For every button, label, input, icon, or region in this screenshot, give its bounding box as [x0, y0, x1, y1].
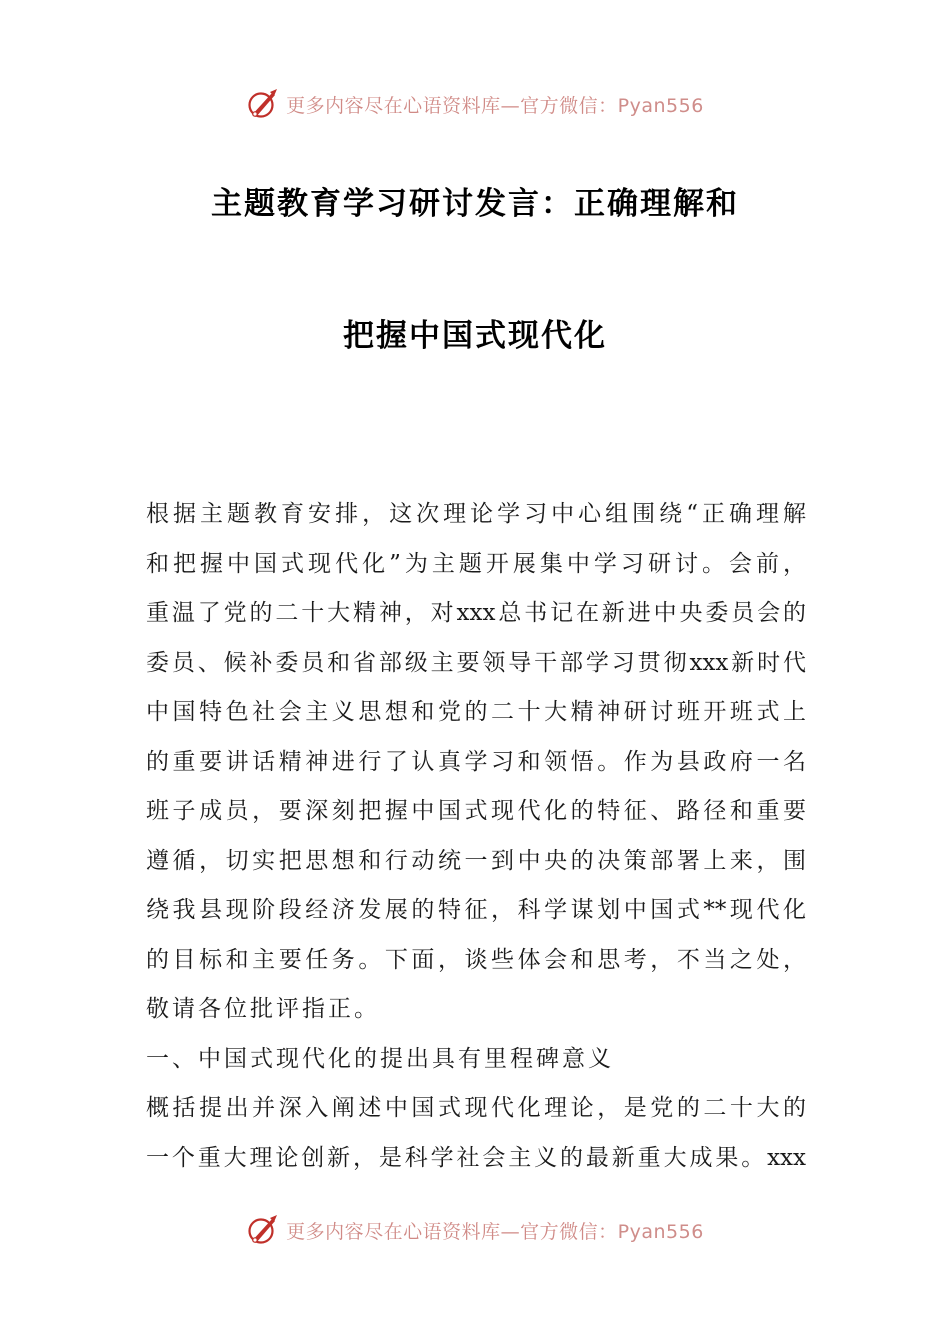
document-title-line-2: 把握中国式现代化 [343, 318, 607, 354]
body-line-9: 绕我县现阶段经济发展的特征，科学谋划中国式**现代化 [146, 897, 806, 923]
header-banner [0, 84, 950, 124]
body-line-7: 班子成员，要深刻把握中国式现代化的特征、路径和重要 [146, 798, 806, 824]
document-title-line-1: 主题教育学习研讨发言：正确理解和 [211, 186, 739, 222]
body-line-10: 的目标和主要任务。下面，谈些体会和思考，不当之处， [146, 946, 806, 973]
header-wechat-id: Pyan556 [617, 94, 704, 117]
footer-wechat-id: Pyan556 [617, 1220, 704, 1243]
section-heading-1: 一、中国式现代化的提出具有里程碑意义 [146, 1045, 614, 1072]
quill-ink-logo-icon [246, 1213, 280, 1247]
quill-ink-logo-icon [246, 87, 280, 121]
footer-banner-text: 更多内容尽在心语资料库—官方微信：Pyan556 [286, 1220, 704, 1243]
body-line-4: 委员、候补委员和省部级主要领导干部学习贯彻xxx新时代 [146, 649, 806, 676]
body-line-8: 遵循，切实把思想和行动统一到中央的决策部署上来，围 [146, 847, 806, 874]
body-line-6: 的重要讲话精神进行了认真学习和领悟。作为县政府一名 [146, 748, 806, 775]
body-line-3: 重温了党的二十大精神，对xxx总书记在新进中央委员会的 [146, 600, 806, 626]
body-line-1: 根据主题教育安排，这次理论学习中心组围绕“正确理解 [146, 501, 806, 527]
body-line-14: 一个重大理论创新，是科学社会主义的最新重大成果。xxx [146, 1144, 806, 1171]
body-line-13: 概括提出并深入阐述中国式现代化理论，是党的二十大的 [146, 1095, 806, 1121]
header-banner-text: 更多内容尽在心语资料库—官方微信：Pyan556 [286, 94, 704, 117]
body-line-11: 敬请各位批评指正。 [146, 996, 380, 1022]
footer-banner [0, 1210, 950, 1250]
body-line-2: 和把握中国式现代化”为主题开展集中学习研讨。会前， [146, 550, 806, 577]
body-line-5: 中国特色社会主义思想和党的二十大精神研讨班开班式上 [146, 699, 806, 725]
document-body [146, 490, 806, 1183]
